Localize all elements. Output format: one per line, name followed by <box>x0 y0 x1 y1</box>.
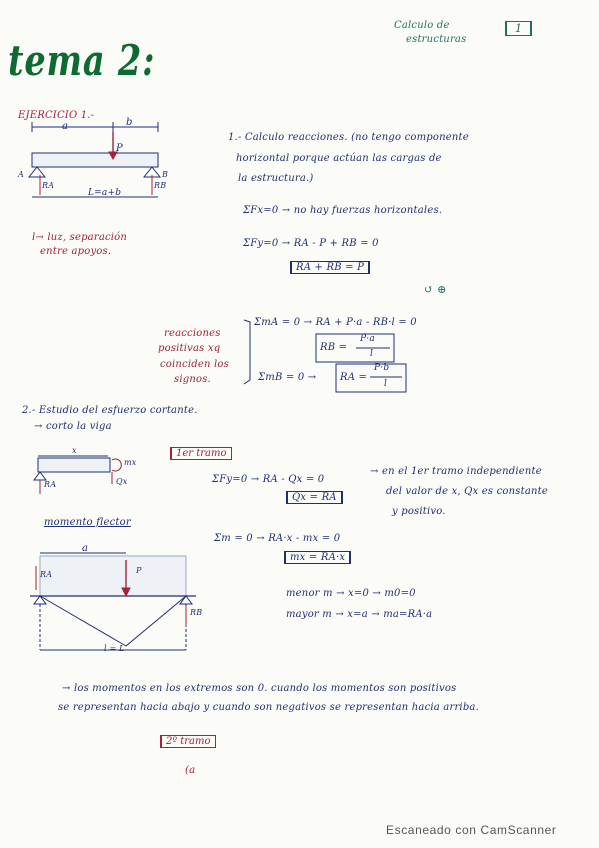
support-right-label: B <box>162 170 169 179</box>
moment-diagram-p: P <box>136 566 142 575</box>
eq-sum-ma: ΣmA = 0 → RA + P·a - RB·l = 0 <box>254 317 417 328</box>
tramo1-comment-line-3: y positivo. <box>392 506 446 517</box>
eq-sum-mb: ΣmB = 0 → <box>258 372 317 383</box>
exercise-label: EJERCICIO 1.- <box>18 110 95 121</box>
tramo-1-label: 1er tramo <box>170 447 232 460</box>
mayor-momento-line: mayor m → x=a → ma=RA·a <box>286 609 433 620</box>
reactions-note-line-1: reacciones <box>164 328 221 339</box>
step2-heading-line-1: 2.- Estudio del esfuerzo cortante. <box>22 405 198 416</box>
rb-numerator: P·a <box>360 334 375 344</box>
rb-denominator: l <box>370 349 374 359</box>
eq-sum-m: Σm = 0 → RA·x - mx = 0 <box>214 533 341 544</box>
eq-sum-fy-result: RA + RB = P <box>290 261 370 274</box>
moment-diagram-rb: RB <box>190 608 203 617</box>
tramo1-comment-line-2: del valor de x, Qx es constante <box>386 486 548 497</box>
moment-diagram-span: l = L <box>104 644 125 653</box>
beam-length-a: a <box>62 121 69 132</box>
reaction-left-label: RA <box>42 181 55 190</box>
luz-note-line-2: entre apoyos. <box>40 246 112 257</box>
subject-line-1: Calculo de <box>394 20 450 31</box>
reactions-note-line-3: coinciden los <box>160 359 229 370</box>
beam-span-label: L=a+b <box>88 188 122 198</box>
ra-numerator: P·b <box>374 363 390 373</box>
moment-diagram-a: a <box>82 543 89 554</box>
support-left-label: A <box>18 170 24 179</box>
cut-ra-label: RA <box>44 480 57 489</box>
conclusion-line-2: se representan hacia abajo y cuando son negativos se representan hacia arriba. <box>58 702 479 713</box>
menor-momento-line: menor m → x=0 → m0=0 <box>286 588 416 599</box>
sign-convention-note: ↺ ⊕ <box>424 283 447 296</box>
cut-mx-label: mx <box>124 458 137 467</box>
ra-label: RA = <box>340 372 368 383</box>
beam-load-label: P <box>116 143 123 154</box>
moment-diagram-ra: RA <box>40 570 53 579</box>
cut-x-label: x <box>72 446 77 455</box>
rb-label: RB = <box>320 342 348 353</box>
reactions-note-line-2: positivas xq <box>158 343 221 354</box>
cut-qx-label: Qx <box>116 477 128 486</box>
conclusion-line-1: → los momentos en los extremos son 0. cuando los momentos son positivos <box>62 683 457 694</box>
moment-heading: momento flector <box>44 517 131 528</box>
step1-heading-line-1: 1.- Calculo reacciones. (no tengo componente <box>228 132 469 143</box>
reactions-note-line-4: signos. <box>174 374 211 385</box>
scanner-watermark: Escaneado con CamScanner <box>386 823 557 837</box>
tramo-2-tail: (a <box>185 765 196 776</box>
eq-sum-fy: ΣFy=0 → RA - P + RB = 0 <box>243 238 379 249</box>
eq-sum-fx: ΣFx=0 → no hay fuerzas horizontales. <box>243 205 443 216</box>
tramo-2-label: 2º tramo <box>160 735 216 748</box>
step1-heading-line-2: horizontal porque actúan las cargas de <box>236 153 442 164</box>
step2-heading-line-2: → corto la viga <box>34 421 112 432</box>
subject-line-2: estructuras <box>406 34 467 45</box>
page-title: tema 2: <box>8 36 156 85</box>
tramo1-comment-line-1: → en el 1er tramo independiente <box>370 466 542 477</box>
ra-denominator: l <box>384 379 388 389</box>
eq-tramo1-result: Qx = RA <box>286 491 343 504</box>
beam-length-b: b <box>126 117 133 128</box>
page-number: 1 <box>505 21 532 36</box>
reaction-right-label: RB <box>154 181 167 190</box>
eq-tramo1-fy: ΣFy=0 → RA - Qx = 0 <box>212 474 325 485</box>
step1-heading-line-3: la estructura.) <box>238 173 314 184</box>
luz-note-line-1: l→ luz, separación <box>32 232 128 243</box>
eq-sum-m-result: mx = RA·x <box>284 551 351 564</box>
